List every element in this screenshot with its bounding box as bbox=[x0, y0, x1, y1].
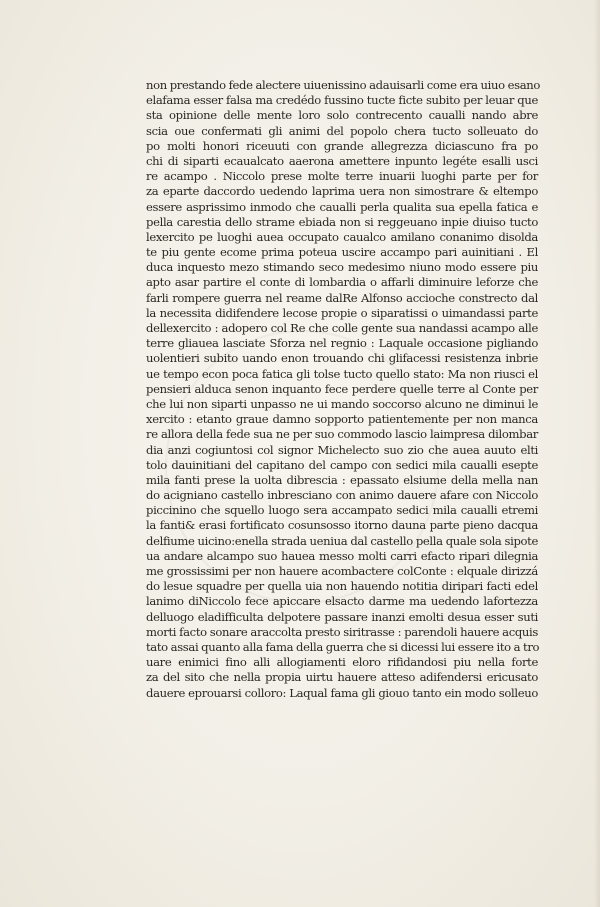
text-line: xercito : etanto graue damno sopporto patientemente per non manca bbox=[146, 412, 538, 427]
text-line: za eparte daccordo uedendo laprima uera non simostrare & eltempo bbox=[146, 184, 538, 199]
text-line: chi di siparti ecaualcato aaerona amettere inpunto legéte esalli usci bbox=[146, 153, 538, 168]
text-line: ua andare alcampo suo hauea messo molti carri efacto ripari dilegnia bbox=[146, 548, 538, 563]
text-line: za del sito che nella propia uirtu hauere atteso adifendersi ericusato bbox=[146, 670, 538, 685]
text-line: scia oue confermati gli animi del popolo chera tucto solleuato do bbox=[146, 123, 538, 138]
text-line: do acigniano castello inbresciano con animo dauere afare con Niccolo bbox=[146, 488, 538, 503]
text-line: terre gliauea lasciate Sforza nel regnio : Laquale occasione pigliando bbox=[146, 336, 538, 351]
text-line: po molti honori riceuuti con grande allegrezza diciascuno fra po bbox=[146, 138, 538, 153]
text-line: morti facto sonare araccolta presto siritrasse : parendoli hauere acquis bbox=[146, 624, 538, 639]
text-line: sta opinione delle mente loro solo contrecento caualli nando abre bbox=[146, 108, 538, 123]
text-line: duca inquesto mezo stimando seco medesimo niuno modo essere piu bbox=[146, 260, 538, 275]
text-line: mila fanti prese la uolta dibrescia : epassato elsiume della mella nan bbox=[146, 472, 538, 487]
text-line: piccinino che squello luogo sera accampato sedici mila caualli etremi bbox=[146, 503, 538, 518]
text-block bbox=[146, 78, 541, 701]
text-line: ue tempo econ poca fatica gli tolse tucto quello stato: Ma non riusci el bbox=[146, 366, 538, 381]
text-line: dellexercito : adopero col Re che colle gente sua nandassi acampo alle bbox=[146, 321, 538, 335]
text-line: tato assai quanto alla fama della guerra che si dicessi lui essere ito a tro bbox=[146, 639, 540, 654]
text-line: che lui non siparti unpasso ne ui mando soccorso alcuno ne diminui le bbox=[146, 396, 538, 411]
text-line: me grossissimi per non hauere acombactere colConte : elquale dirizzá bbox=[146, 564, 538, 578]
text-line: delluogo eladifficulta delpotere passare inanzi emolti desua esser suti bbox=[146, 609, 538, 624]
text-line: dia anzi cogiuntosi col signor Michelecto suo zio che auea auuto elti bbox=[146, 442, 538, 457]
text-line: delfiume uicino:enella strada ueniua dal castello pella quale sola sipote bbox=[146, 533, 538, 548]
text-line: uare enimici fino alli allogiamenti eloro rifidandosi piu nella forte bbox=[146, 655, 538, 670]
text-line: la necessita didifendere lecose propie o siparatissi o uimandassi parte bbox=[146, 305, 538, 320]
page-edge-shadow bbox=[594, 0, 600, 907]
text-line: dauere eprouarsi colloro: Laqual fama gli giouo tanto ein modo solleuo bbox=[146, 685, 538, 700]
text-line: do lesue squadre per quella uia non hauendo notitia diripari facti edel bbox=[146, 579, 538, 594]
text-line: re allora della fede sua ne per suo commodo lascio laimpresa dilombar bbox=[146, 427, 538, 442]
text-line: pella carestia dello strame ebiada non si reggeuano inpie diuiso tucto bbox=[146, 214, 538, 229]
text-line: elafama esser falsa ma credédo fussino tucte ficte subito per leuar que bbox=[146, 93, 538, 108]
text-line: re acampo . Niccolo prese molte terre inuarii luoghi parte per for bbox=[146, 169, 538, 184]
text-line: te piu gente ecome prima poteua uscire accampo pari auinitiani . El bbox=[146, 245, 538, 260]
text-line: tolo dauinitiani del capitano del campo con sedici mila caualli esepte bbox=[146, 457, 538, 472]
text-line: lexercito pe luoghi auea occupato caualco amilano conanimo disolda bbox=[146, 229, 538, 244]
text-line: la fanti& erasi fortificato cosunsosso itorno dauna parte pieno dacqua bbox=[146, 518, 538, 533]
text-line: farli rompere guerra nel reame dalRe Alfonso accioche constrecto dal bbox=[146, 290, 538, 305]
text-line: non prestando fede alectere uiuenissino adauisarli come era uiuo esano bbox=[146, 78, 541, 92]
text-line: uolentieri subito uando enon trouando chi glifacessi resistenza inbrie bbox=[146, 351, 538, 366]
text-line: lanimo diNiccolo fece apiccare elsacto darme ma uedendo lafortezza bbox=[146, 594, 538, 609]
text-line: pensieri alduca senon inquanto fece perdere quelle terre al Conte per bbox=[146, 381, 538, 396]
text-line: essere asprissimo inmodo che caualli perla qualita sua epella fatica e bbox=[146, 199, 538, 214]
text-line: apto asar partire el conte di lombardia o affarli diminuire leforze che bbox=[146, 275, 538, 290]
